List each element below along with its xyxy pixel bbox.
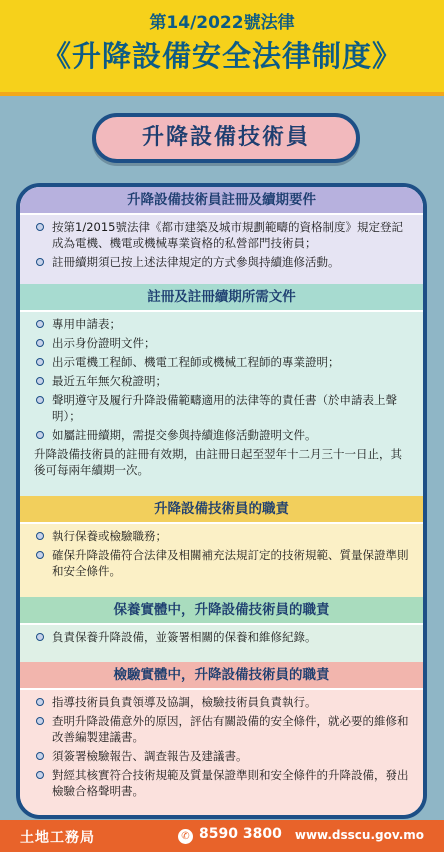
bullet-icon: [36, 717, 44, 725]
bullet-icon: [36, 223, 44, 231]
section-title: 升降設備技術員註冊及續期要件: [20, 187, 423, 215]
list-item: 如屬註冊續期，需提交參與持續進修活動證明文件。: [34, 427, 409, 443]
list-item: 查明升降設備意外的原因，評估有關設備的安全條件，就必要的維修和改善編製建議書。: [34, 713, 409, 745]
list-item: 專用申請表；: [34, 316, 409, 332]
agency-name: 土地工務局: [20, 830, 95, 846]
phone-number: 8590 3800: [199, 826, 282, 842]
list-item: 執行保養或檢驗職務；: [34, 528, 409, 544]
section-inspection-entity-duties: [20, 662, 423, 815]
bullet-icon: [36, 431, 44, 439]
bullet-icon: [36, 320, 44, 328]
section-title: 註冊及註冊續期所需文件: [20, 284, 423, 312]
list-item: 聲明遵守及履行升降設備範疇適用的法律等的責任書（於申請表上聲明）；: [34, 392, 409, 424]
validity-note: 升降設備技術員的註冊有效期，由註冊日起至翌年十二月三十一日止，其後可每兩年續期一次。: [34, 447, 402, 477]
bullet-icon: [36, 532, 44, 540]
section-title: 保養實體中，升降設備技術員的職責: [20, 597, 423, 625]
phone-contact[interactable]: [178, 826, 282, 844]
list-item: 對經其核實符合技術規範及質量保證準則和安全條件的升降設備，發出檢驗合格聲明書。: [34, 767, 409, 799]
section-maintenance-entity-duties: [20, 597, 423, 662]
info-card: [16, 183, 427, 819]
header-banner: [0, 0, 444, 96]
section-required-documents: [20, 284, 423, 496]
bullet-icon: [36, 698, 44, 706]
bullet-icon: [36, 258, 44, 266]
list-item: 註冊續期須已按上述法律規定的方式參與持續進修活動。: [34, 254, 409, 270]
list-item: 按第1/2015號法律《都市建築及城市規劃範疇的資格制度》規定登記成為電機、機電或機械專業資格的私營部門技術員；: [34, 219, 409, 251]
page-title: 升降設備技術員: [92, 113, 360, 163]
bullet-icon: [36, 771, 44, 779]
bullet-icon: [36, 752, 44, 760]
list-item: 出示身份證明文件；: [34, 335, 409, 351]
list-item: 出示電機工程師、機電工程師或機械工程師的專業證明；: [34, 354, 409, 370]
phone-icon: ✆: [178, 829, 193, 844]
list-item: 確保升降設備符合法律及相關補充法規訂定的技術規範、質量保證準則和安全條件。: [34, 547, 409, 579]
section-title: 檢驗實體中，升降設備技術員的職責: [20, 662, 423, 690]
section-title: 升降設備技術員的職責: [20, 496, 423, 524]
list-item: 須簽署檢驗報告、調查報告及建議書。: [34, 748, 409, 764]
bullet-icon: [36, 633, 44, 641]
section-technician-duties: [20, 496, 423, 597]
list-item: 最近五年無欠稅證明；: [34, 373, 409, 389]
bullet-icon: [36, 396, 44, 404]
bullet-icon: [36, 551, 44, 559]
section-registration-requirements: [20, 187, 423, 284]
law-name: 《升降設備安全法律制度》: [41, 39, 402, 73]
law-number: 第14/2022號法律: [149, 13, 295, 33]
footer-bar: [0, 820, 444, 852]
bullet-icon: [36, 377, 44, 385]
list-item: 負責保養升降設備，並簽署相關的保養和維修紀錄。: [34, 629, 409, 645]
website-link[interactable]: www.dsscu.gov.mo: [294, 828, 424, 842]
bullet-icon: [36, 358, 44, 366]
bullet-icon: [36, 339, 44, 347]
list-item: 指導技術員負責領導及協調，檢驗技術員負責執行。: [34, 694, 409, 710]
